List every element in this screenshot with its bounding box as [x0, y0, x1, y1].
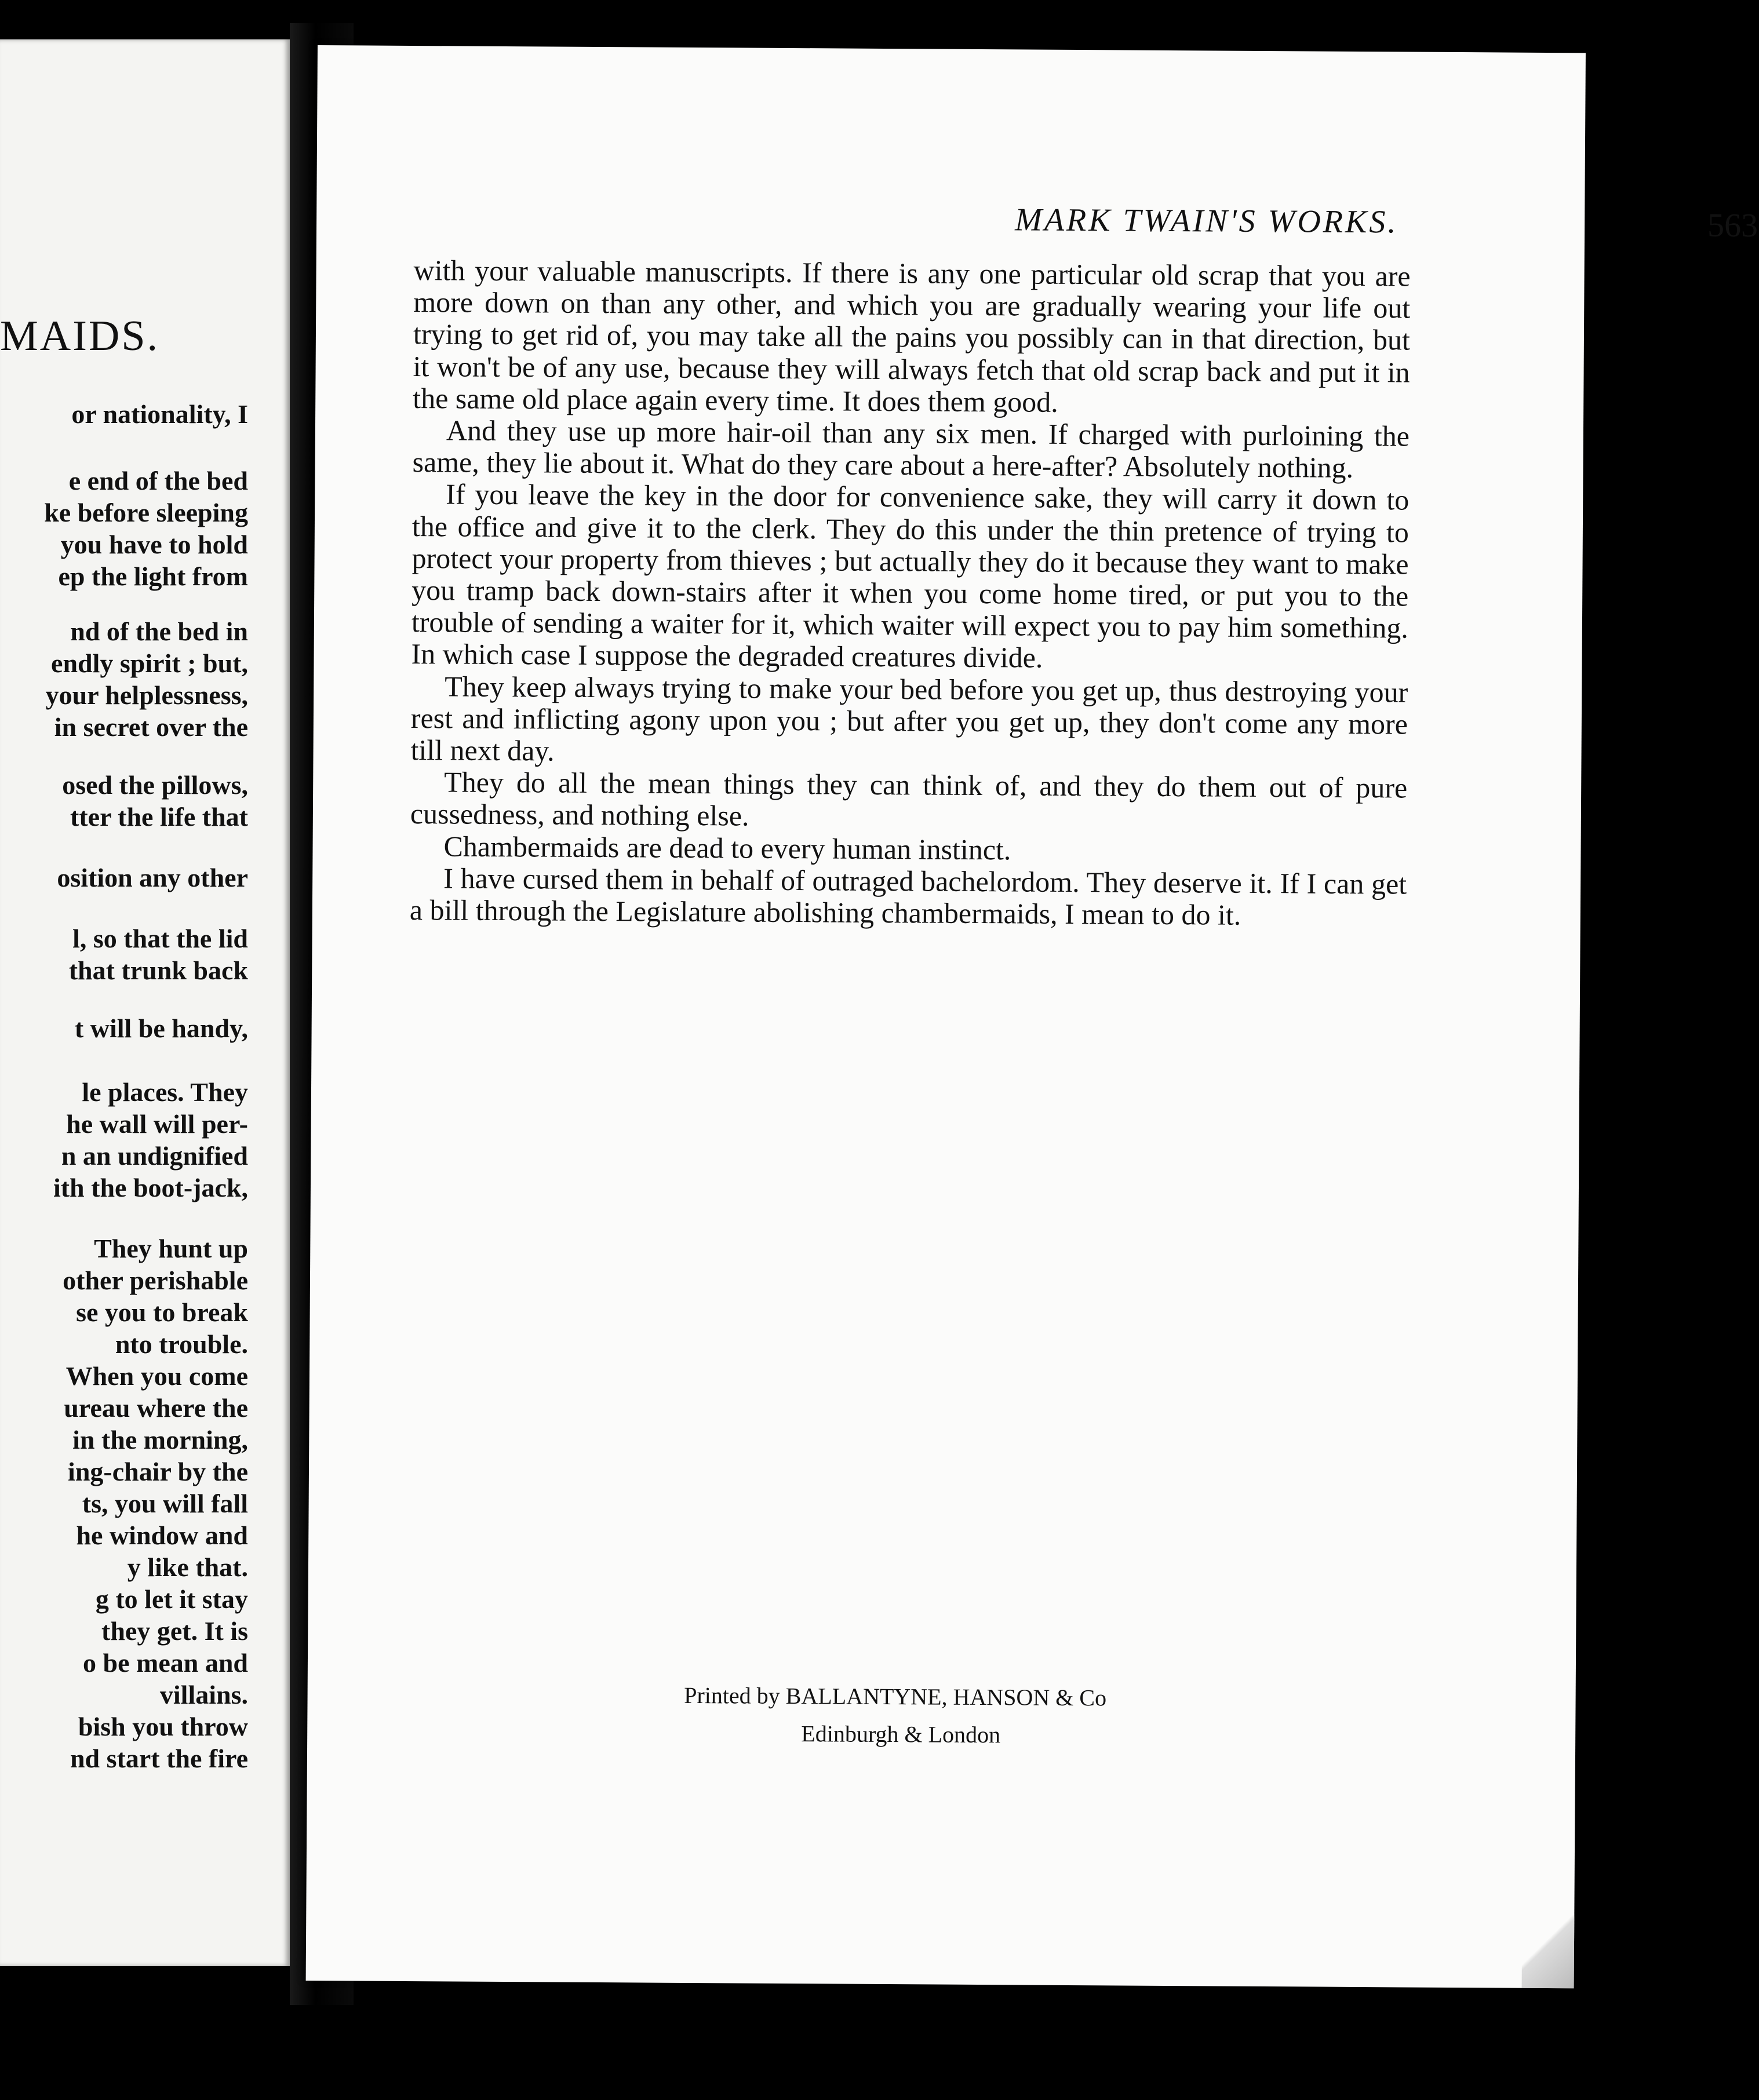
- left-page-heading-fragment: MAIDS.: [0, 312, 159, 360]
- left-page-line: they get. It is: [101, 1616, 248, 1646]
- left-page-line: se you to break: [76, 1297, 248, 1327]
- left-facing-page: [0, 39, 290, 1966]
- left-page-line: y like that.: [127, 1552, 248, 1582]
- left-page-line: or nationality, I: [71, 399, 248, 429]
- left-page-line: that trunk back: [68, 956, 248, 985]
- left-page-line: g to let it stay: [95, 1584, 248, 1614]
- page-number: 563: [1707, 206, 1758, 245]
- running-head: [693, 199, 1758, 251]
- left-page-line: villains.: [159, 1680, 248, 1709]
- left-page-line: ing-chair by the: [68, 1457, 248, 1486]
- body-text: [410, 254, 1411, 932]
- left-page-line: They hunt up: [94, 1234, 248, 1263]
- left-page-line: n an undignified: [61, 1141, 248, 1171]
- running-title: MARK TWAIN'S WORKS.: [1014, 202, 1399, 240]
- left-page-line: other perishable: [63, 1266, 248, 1295]
- left-page-line: le places. They: [82, 1077, 248, 1107]
- left-page-line: ke before sleeping: [44, 498, 248, 527]
- paragraph: with your valuable manuscripts. If there is any one particular old scrap that you are more down on than any other, and which you are gradually wearing your life out trying to get rid of, you may take all the pains you possibly can in that direction, but it won't be of any use, because they will always fetch that old scrap back and put it in the same old place again every time. It does them good.: [413, 254, 1411, 418]
- paragraph: And they use up more hair-oil than any six men. If charged with purloining the same, they lie about it. What do they care about a here-after? Absolutely nothing.: [412, 414, 1410, 484]
- left-page-line: tter the life that: [70, 802, 248, 832]
- left-page-line: t will be handy,: [74, 1013, 248, 1043]
- left-page-line: e end of the bed: [68, 466, 248, 495]
- left-page-line: osed the pillows,: [62, 770, 248, 800]
- paragraph: They keep always trying to make your bed before you get up, thus destroying your rest and inflicting agony upon you ; but after you get up, they don't come any more till next day.: [410, 670, 1408, 767]
- paragraph: Chambermaids are dead to every human instinct.: [443, 830, 1011, 866]
- left-page-line: in secret over the: [54, 712, 248, 742]
- left-page-line: When you come: [65, 1361, 248, 1391]
- paragraph: They do all the mean things they can think of, and they do them out of pure cussedness, and nothing else.: [410, 765, 1408, 833]
- paragraph: If you leave the key in the door for convenience sake, they will carry it down to the office and give it to the clerk. They do this under the thin pretence of trying to protect your property from thieves ; but actually they do it because they want to make you tramp back down-stairs after it when you come home tired, or put you to the trouble of sending a waiter for it, which waiter will expect you to pay him something. In which case I suppose the degraded creatures divide.: [411, 477, 1410, 675]
- paragraph: I have cursed them in behalf of outraged bachelordom. They deserve it. If I can get a bill through the Legislature abolishing chambermaids, I mean to do it.: [409, 862, 1407, 931]
- main-page: [306, 45, 1758, 1988]
- left-page-line: osition any other: [57, 863, 248, 892]
- left-page-line: he wall will per-: [66, 1109, 248, 1139]
- left-page-line: endly spirit ; but,: [51, 648, 248, 678]
- printer-location: Edinburgh & London: [801, 1720, 1001, 1748]
- page-corner-curl: [1522, 1895, 1575, 1989]
- left-page-line: ureau where the: [64, 1393, 248, 1423]
- left-page-line: you have to hold: [60, 530, 248, 559]
- left-page-line: ith the boot-jack,: [53, 1173, 248, 1202]
- left-page-line: nd of the bed in: [70, 617, 248, 646]
- left-page-line: nd start the fire: [70, 1744, 248, 1773]
- left-page-line: nto trouble.: [115, 1329, 248, 1359]
- left-page-line: bish you throw: [78, 1712, 248, 1741]
- left-page-line: ts, you will fall: [82, 1489, 248, 1518]
- left-page-line: ep the light from: [58, 562, 248, 591]
- left-page-line: l, so that the lid: [72, 924, 248, 953]
- printer-imprint: Printed by BALLANTYNE, HANSON & Co: [684, 1682, 1107, 1711]
- left-page-line: o be mean and: [83, 1648, 248, 1678]
- left-page-line: he window and: [76, 1521, 248, 1550]
- left-page-line: your helplessness,: [45, 680, 248, 710]
- left-page-line: in the morning,: [72, 1425, 248, 1454]
